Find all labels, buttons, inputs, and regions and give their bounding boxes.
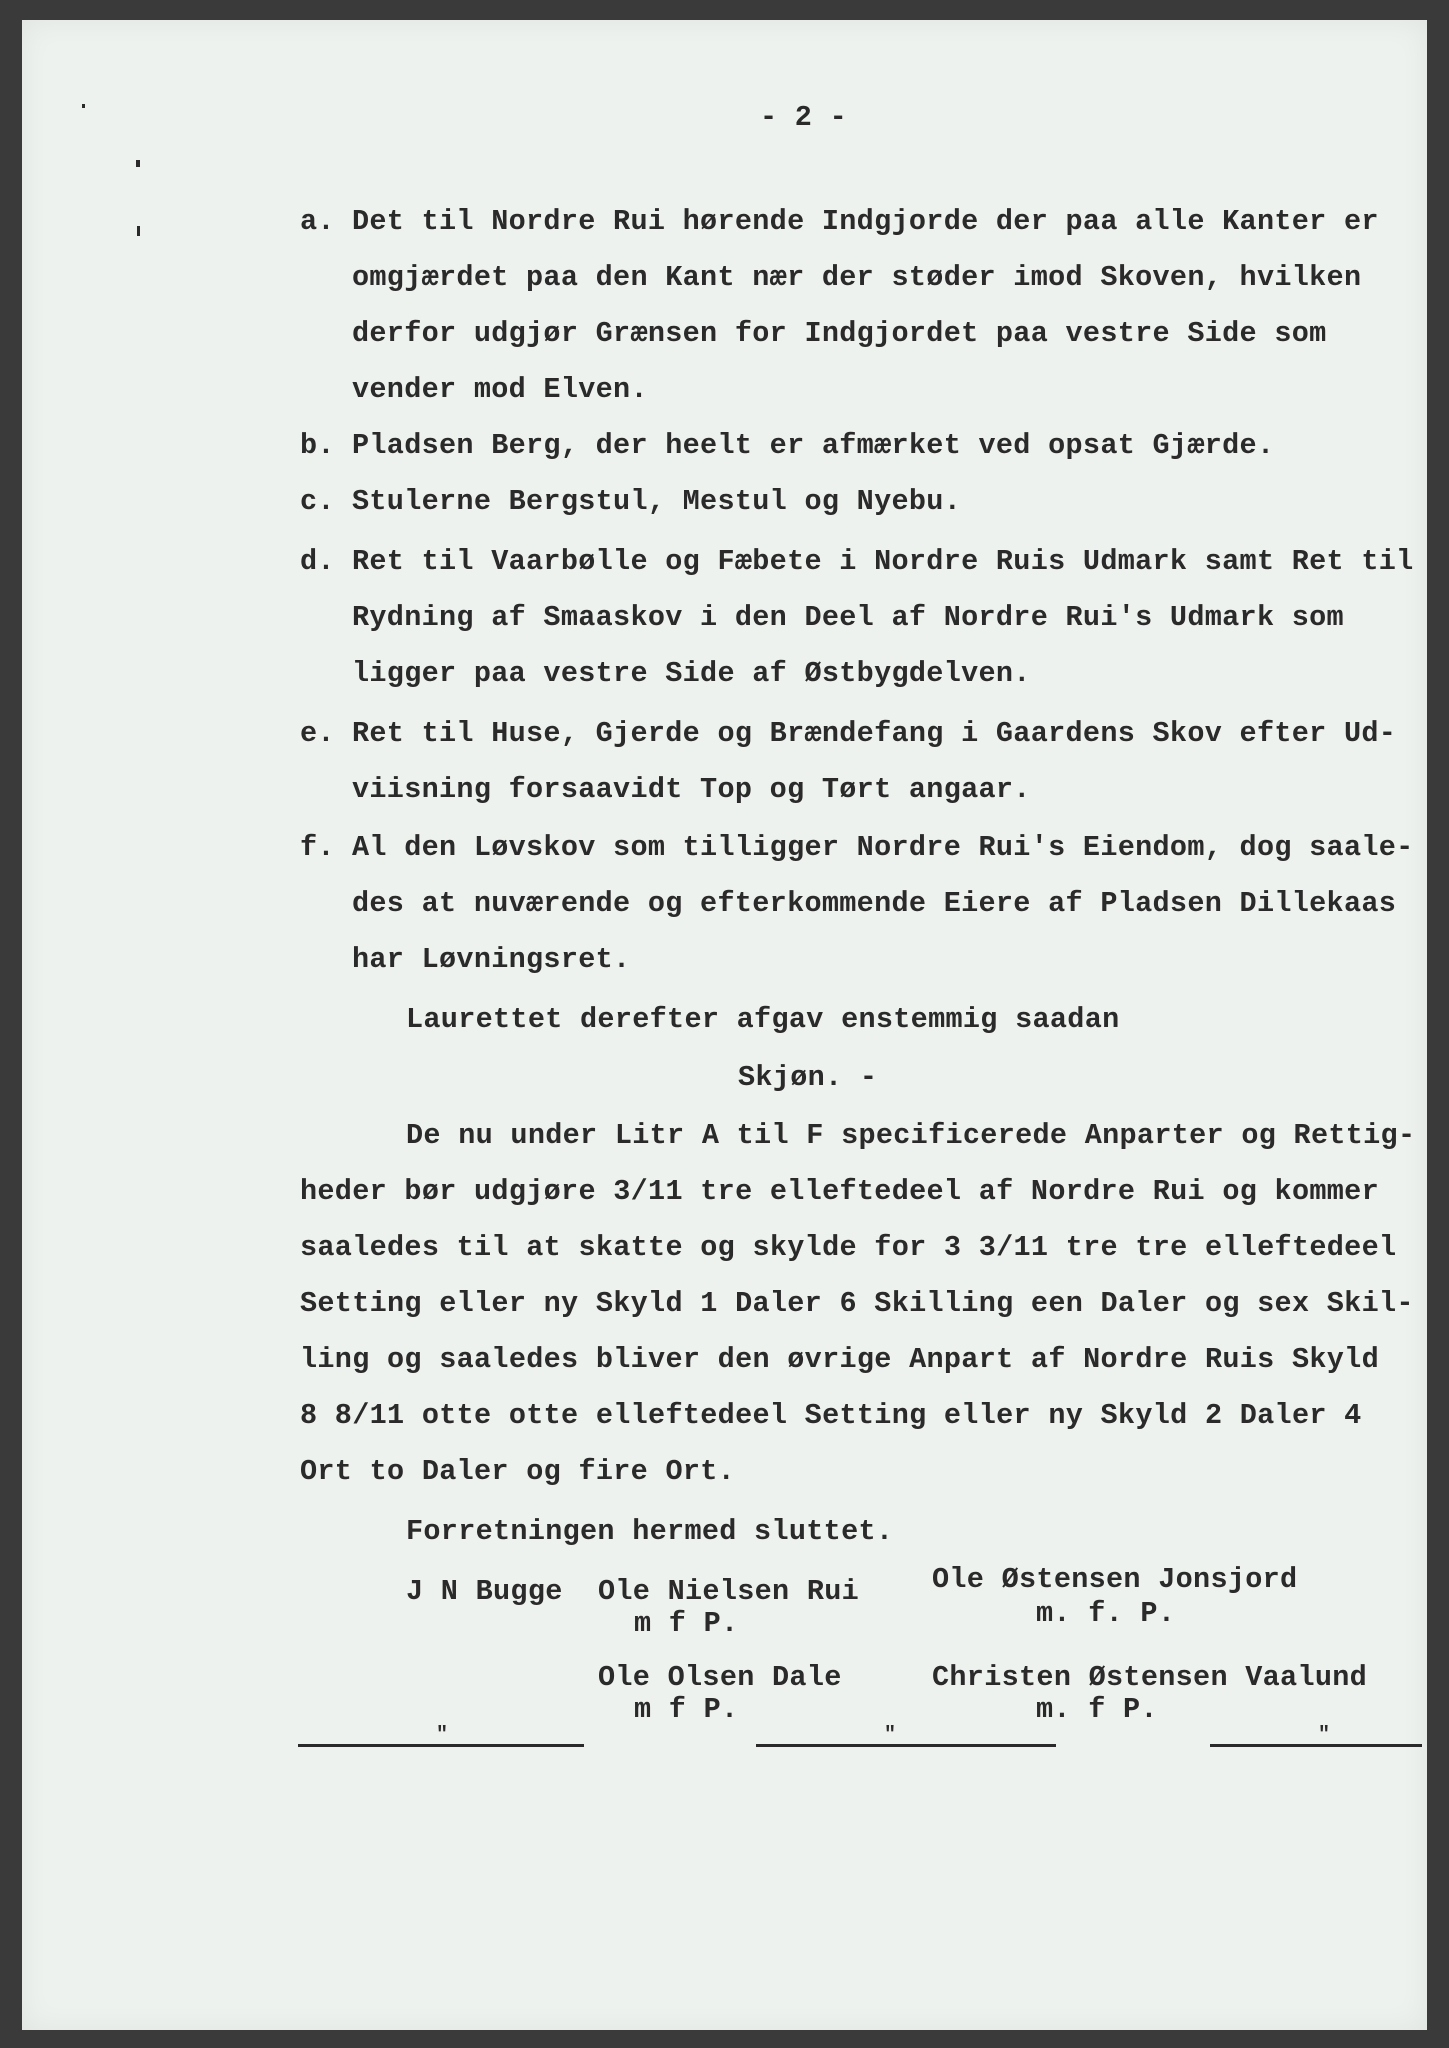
judgment-line: De nu under Litr A til F specificerede Anparter og Rettig- bbox=[406, 1119, 1416, 1152]
signature-rui-mfp: m f P. bbox=[634, 1607, 739, 1640]
item-line: derfor udgjør Grænsen for Indgjordet paa vestre Side som bbox=[352, 317, 1327, 350]
item-line: Ret til Vaarbølle og Fæbete i Nordre Ruis Udmark samt Ret til bbox=[352, 545, 1414, 578]
intro-line: Laurettet derefter afgav enstemmig saadan bbox=[406, 1003, 1120, 1036]
rule-mark: " bbox=[436, 1724, 449, 1747]
page-number: - 2 - bbox=[760, 101, 848, 134]
judgment-line: heder bør udgjøre 3/11 tre elleftedeel af Nordre Rui og kommer bbox=[300, 1175, 1379, 1208]
item-line: des at nuværende og efterkommende Eiere af Pladsen Dillekaas bbox=[352, 887, 1397, 920]
item-line: vender mod Elven. bbox=[352, 373, 648, 406]
signature-vaalund: Christen Østensen Vaalund bbox=[932, 1661, 1368, 1694]
signature-dale: Ole Olsen Dale bbox=[598, 1661, 842, 1694]
item-line: har Løvningsret. bbox=[352, 943, 631, 976]
item-line: Stulerne Bergstul, Mestul og Nyebu. bbox=[352, 485, 962, 518]
signature-bugge: J N Bugge bbox=[406, 1575, 563, 1608]
signature-rule bbox=[1210, 1744, 1422, 1747]
item-letter: c. bbox=[300, 485, 335, 518]
item-line: Pladsen Berg, der heelt er afmærket ved opsat Gjærde. bbox=[352, 429, 1275, 462]
judgment-heading: Skjøn. - bbox=[738, 1061, 878, 1094]
margin-mark bbox=[82, 104, 85, 108]
item-letter: b. bbox=[300, 429, 335, 462]
item-letter: f. bbox=[300, 831, 335, 864]
margin-mark bbox=[137, 226, 140, 236]
signature-dale-mfp: m f P. bbox=[634, 1693, 739, 1726]
item-line: omgjærdet paa den Kant nær der støder imod Skoven, hvilken bbox=[352, 261, 1362, 294]
item-letter: a. bbox=[300, 205, 335, 238]
closing-line: Forretningen hermed sluttet. bbox=[406, 1515, 894, 1548]
item-line: Rydning af Smaaskov i den Deel af Nordre Rui's Udmark som bbox=[352, 601, 1344, 634]
signature-rui: Ole Nielsen Rui bbox=[598, 1575, 860, 1608]
judgment-line: saaledes til at skatte og skylde for 3 3/11 tre tre elleftedeel bbox=[300, 1231, 1397, 1264]
signature-rule bbox=[756, 1744, 1056, 1747]
signature-vaalund-mfp: m. f P. bbox=[1036, 1693, 1158, 1726]
item-line: viisning forsaavidt Top og Tørt angaar. bbox=[352, 773, 1031, 806]
rule-mark: " bbox=[884, 1724, 897, 1747]
item-line: Ret til Huse, Gjerde og Brændefang i Gaardens Skov efter Ud- bbox=[352, 717, 1397, 750]
item-line: Det til Nordre Rui hørende Indgjorde der paa alle Kanter er bbox=[352, 205, 1379, 238]
signature-jonsjord: Ole Østensen Jonsjord bbox=[932, 1563, 1298, 1596]
item-line: ligger paa vestre Side af Østbygdelven. bbox=[352, 657, 1031, 690]
margin-mark bbox=[136, 160, 140, 167]
item-letter: e. bbox=[300, 717, 335, 750]
signature-jonsjord-mfp: m. f. P. bbox=[1036, 1597, 1176, 1630]
rule-mark: " bbox=[1318, 1724, 1331, 1747]
judgment-line: 8 8/11 otte otte elleftedeel Setting eller ny Skyld 2 Daler 4 bbox=[300, 1399, 1362, 1432]
item-letter: d. bbox=[300, 545, 335, 578]
judgment-line: Setting eller ny Skyld 1 Daler 6 Skilling een Daler og sex Skil- bbox=[300, 1287, 1414, 1320]
judgment-line: ling og saaledes bliver den øvrige Anpart af Nordre Ruis Skyld bbox=[300, 1343, 1379, 1376]
item-line: Al den Løvskov som tilligger Nordre Rui's Eiendom, dog saale- bbox=[352, 831, 1414, 864]
judgment-line: Ort to Daler og fire Ort. bbox=[300, 1455, 736, 1488]
